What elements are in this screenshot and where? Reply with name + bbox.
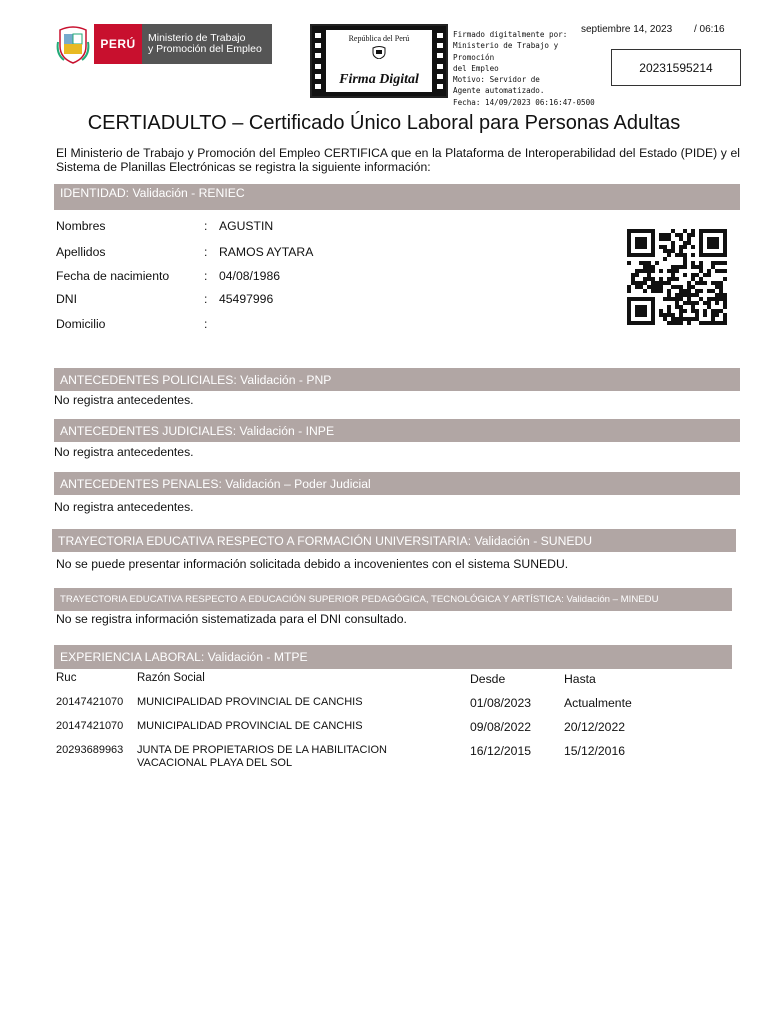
page-title: CERTIADULTO – Certificado Único Laboral para Personas Adultas: [87, 112, 681, 134]
field-value: 04/08/1986: [219, 269, 280, 283]
ministry-name: [142, 24, 272, 64]
field-colon: :: [204, 317, 208, 331]
national-seal-icon: [371, 45, 387, 59]
identity-section-header: IDENTIDAD: Validación - RENIEC: [54, 184, 740, 210]
firma-inner: [326, 30, 432, 92]
university-section-header: TRAYECTORIA EDUCATIVA RESPECTO A FORMACIÓN UNIVERSITARIA: Validación - SUNEDU: [52, 529, 736, 552]
film-holes-right: [436, 30, 444, 92]
field-label: Domicilio: [56, 317, 106, 331]
col-header-hasta: Hasta: [564, 672, 596, 686]
judicial-result: No registra antecedentes.: [54, 445, 194, 459]
field-value: 45497996: [219, 292, 274, 306]
ministry-line-2: y Promoción del Empleo: [148, 43, 262, 55]
issue-date: septiembre 14, 2023: [581, 24, 673, 35]
certificate-code: 20231595214: [611, 49, 741, 86]
field-value: RAMOS AYTARA: [219, 245, 314, 259]
field-colon: :: [204, 269, 208, 283]
police-section-header: ANTECEDENTES POLICIALES: Validación - PNP: [54, 368, 740, 391]
ministry-line-1: Ministerio de Trabajo: [148, 32, 246, 44]
police-result: No registra antecedentes.: [54, 393, 194, 407]
issue-time: / 06:16: [694, 24, 725, 35]
firma-republica: República del Perú: [348, 34, 410, 43]
field-label: Fecha de nacimiento: [56, 269, 170, 283]
university-result: No se puede presentar información solicitada debido a incovenientes con el sistema SUNEDU.: [56, 557, 569, 571]
ministry-logo: [56, 24, 272, 64]
digital-signature-stamp: [310, 24, 448, 98]
signature-line: Fecha: 14/09/2023 06:16:47-0500: [453, 97, 595, 107]
intro-paragraph: El Ministerio de Trabajo y Promoción del Empleo CERTIFICA que en la Plataforma de Interoperabilidad del Estado (PIDE) y el Sistema de Planillas Electrónicas se registra la siguiente información:: [56, 146, 740, 174]
cell-desde: 01/08/2023: [470, 696, 531, 710]
cell-hasta: 20/12/2022: [564, 720, 625, 734]
cell-razon-social: MUNICIPALIDAD PROVINCIAL DE CANCHIS: [137, 720, 363, 732]
cell-ruc: 20147421070: [56, 720, 124, 732]
cell-desde: 16/12/2015: [470, 744, 531, 758]
cell-ruc: 20147421070: [56, 696, 124, 708]
signature-details: [453, 29, 603, 108]
cell-razon-social-line-2: VACACIONAL PLAYA DEL SOL: [137, 757, 293, 769]
film-holes-left: [314, 30, 322, 92]
field-colon: :: [204, 292, 208, 306]
judicial-section-header: ANTECEDENTES JUDICIALES: Validación - INPE: [54, 419, 740, 442]
cell-razon-social: MUNICIPALIDAD PROVINCIAL DE CANCHIS: [137, 696, 363, 708]
field-label: Apellidos: [56, 245, 106, 259]
signature-line: Firmado digitalmente por:: [453, 30, 568, 39]
field-label: Nombres: [56, 219, 106, 233]
col-header-razon-social: Razón Social: [137, 672, 205, 684]
qr-code-icon: [627, 229, 727, 325]
higher-education-result: No se registra información sistematizada para el DNI consultado.: [56, 612, 407, 626]
signature-line: Ministerio de Trabajo y Promoción: [453, 41, 559, 62]
higher-education-section-header: TRAYECTORIA EDUCATIVA RESPECTO A EDUCACIÓN SUPERIOR PEDAGÓGICA, TECNOLÓGICA Y ARTÍSTICA: Validación – MINEDU: [54, 588, 732, 611]
field-colon: :: [204, 245, 208, 259]
criminal-section-header: ANTECEDENTES PENALES: Validación – Poder Judicial: [54, 472, 740, 495]
coat-of-arms-icon: [56, 24, 90, 64]
signature-line: Motivo: Servidor de: [453, 75, 540, 85]
field-colon: :: [204, 219, 208, 233]
cell-hasta: Actualmente: [564, 696, 632, 710]
signature-line: del Empleo: [453, 63, 499, 73]
cell-hasta: 15/12/2016: [564, 744, 625, 758]
employment-section-header: EXPERIENCIA LABORAL: Validación - MTPE: [54, 645, 732, 669]
signature-line: Agente automatizado.: [453, 86, 545, 96]
firma-title: Firma Digital: [339, 72, 419, 87]
col-header-desde: Desde: [470, 672, 506, 686]
cell-desde: 09/08/2022: [470, 720, 531, 734]
peru-label: PERÚ: [94, 24, 142, 64]
cell-ruc: 20293689963: [56, 744, 124, 756]
criminal-result: No registra antecedentes.: [54, 500, 194, 514]
field-value: AGUSTIN: [219, 219, 274, 233]
field-label: DNI: [56, 292, 77, 306]
cell-razon-social: JUNTA DE PROPIETARIOS DE LA HABILITACION: [137, 744, 387, 756]
col-header-ruc: Ruc: [56, 672, 77, 684]
